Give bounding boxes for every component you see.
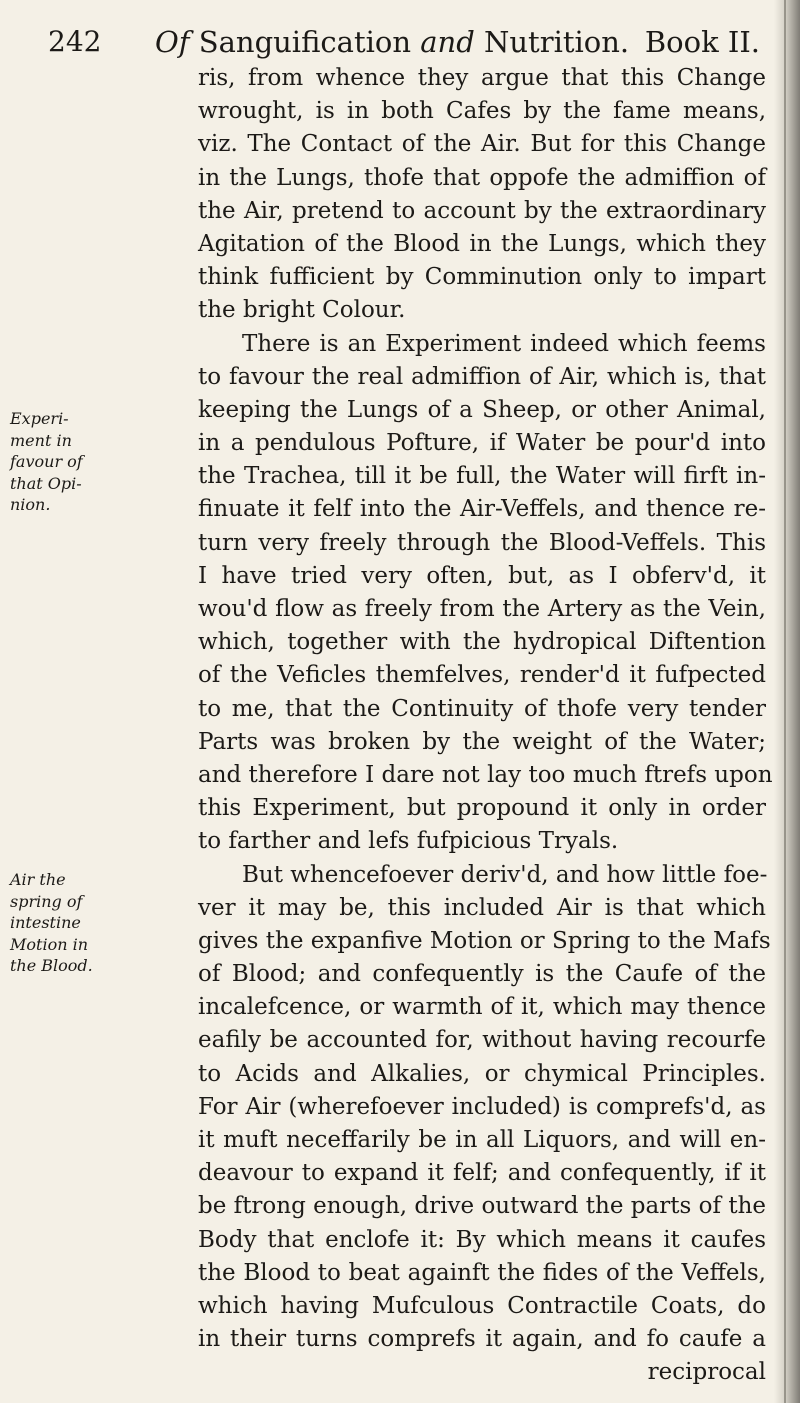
- text-line: viz. The Contact of the Air. But for this Change: [198, 131, 766, 158]
- margin-note-line: that Opi-: [10, 473, 82, 493]
- text-line: For Air (wherefoever included) is comprefs'd, as: [198, 1093, 766, 1120]
- body-text: [198, 62, 773, 1390]
- text-line: the Air, pretend to account by the extraordinary: [198, 197, 766, 224]
- text-line: turn very freely through the Blood-Veffels. This: [198, 529, 766, 556]
- title-prefix: Of: [155, 25, 190, 59]
- text-line: to me, that the Continuity of thofe very tender: [198, 695, 766, 722]
- text-line: to farther and lefs fufpicious Tryals.: [198, 828, 619, 855]
- margin-note-line: spring of: [10, 891, 83, 911]
- text-line: in the Lungs, thofe that oppofe the admiffion of: [198, 164, 766, 191]
- text-line: think fufficient by Comminution only to impart: [198, 264, 766, 291]
- text-line: be ftrong enough, drive outward the parts of the: [198, 1193, 766, 1220]
- text-line: wou'd flow as freely from the Artery as the Vein,: [198, 596, 766, 622]
- page-number: 242: [48, 25, 102, 58]
- margin-note-line: Motion in: [10, 934, 89, 954]
- text-line: to Acids and Alkalies, or chymical Principles.: [198, 1060, 766, 1087]
- running-title: [155, 18, 629, 66]
- text-line: I have tried very often, but, as I obferv'd, it: [198, 562, 766, 589]
- margin-note-line: the Blood.: [10, 956, 93, 975]
- book-number: Book II.: [644, 25, 760, 59]
- margin-note-line: favour of: [10, 452, 83, 471]
- margin-note-line: Air the: [10, 870, 66, 889]
- text-line: in a pendulous Pofture, if Water be pour'd into: [198, 430, 766, 457]
- text-line: of the Veficles themfelves, render'd it fufpected: [198, 662, 766, 689]
- title-main: Sanguification: [189, 25, 421, 59]
- text-line: in their turns comprefs it again, and fo caufe a: [198, 1326, 766, 1353]
- text-line: Agitation of the Blood in the Lungs, which they: [198, 230, 766, 257]
- page-edge-line: [784, 0, 786, 1403]
- catchword: reciprocal: [647, 1359, 766, 1386]
- text-line: Body that enclofe it: By which means it caufes: [198, 1226, 766, 1253]
- text-line: to favour the real admiffion of Air, which is, that: [198, 363, 766, 390]
- title-and: and: [420, 25, 475, 59]
- text-line: it muft neceffarily be in all Liquors, and will en-: [198, 1127, 766, 1153]
- text-line: But whencefoever deriv'd, and how little foe-: [242, 861, 768, 888]
- page-edge-shadow: [774, 0, 800, 1403]
- text-line: eafily be accounted for, without having recourfe: [198, 1027, 766, 1054]
- running-header: [48, 18, 760, 66]
- text-line: deavour to expand it felf; and confequently, if it: [198, 1160, 766, 1187]
- text-line: of Blood; and confequently is the Caufe of the: [198, 961, 766, 988]
- text-line: the Trachea, till it be full, the Water will firft in-: [198, 463, 766, 490]
- text-line: the Blood to beat againft the fides of the Veffels,: [198, 1259, 766, 1286]
- text-line: which, together with the hydropical Diftention: [198, 629, 766, 656]
- text-line: incalefcence, or warmth of it, which may thence: [198, 994, 766, 1021]
- text-line: gives the expanfive Motion or Spring to the Mafs: [198, 927, 771, 954]
- text-line: keeping the Lungs of a Sheep, or other Animal,: [198, 396, 766, 423]
- text-line: ver it may be, this included Air is that which: [198, 894, 766, 921]
- text-line: There is an Experiment indeed which feems: [242, 330, 766, 357]
- text-line: this Experiment, but propound it only in order: [198, 795, 766, 822]
- margin-note-experiment: [10, 408, 100, 516]
- margin-note-line: nion.: [10, 495, 51, 514]
- text-line: ris, from whence they argue that this Change: [198, 65, 766, 91]
- margin-note-line: ment in: [10, 430, 72, 450]
- title-end: Nutrition.: [474, 25, 630, 59]
- margin-note-line: intestine: [10, 913, 81, 932]
- text-line: finuate it felf into the Air-Veffels, and thence re-: [198, 496, 766, 523]
- text-line: wrought, is in both Cafes by the fame means,: [198, 98, 766, 125]
- margin-note-line: Experi-: [10, 409, 69, 428]
- text-line: the bright Colour.: [198, 297, 406, 324]
- margin-note-air: [10, 869, 100, 977]
- text-line: Parts was broken by the weight of the Water;: [198, 728, 766, 755]
- text-line: and therefore I dare not lay too much ftrefs upon: [198, 761, 773, 788]
- text-line: which having Mufculous Contractile Coats, do: [198, 1292, 766, 1319]
